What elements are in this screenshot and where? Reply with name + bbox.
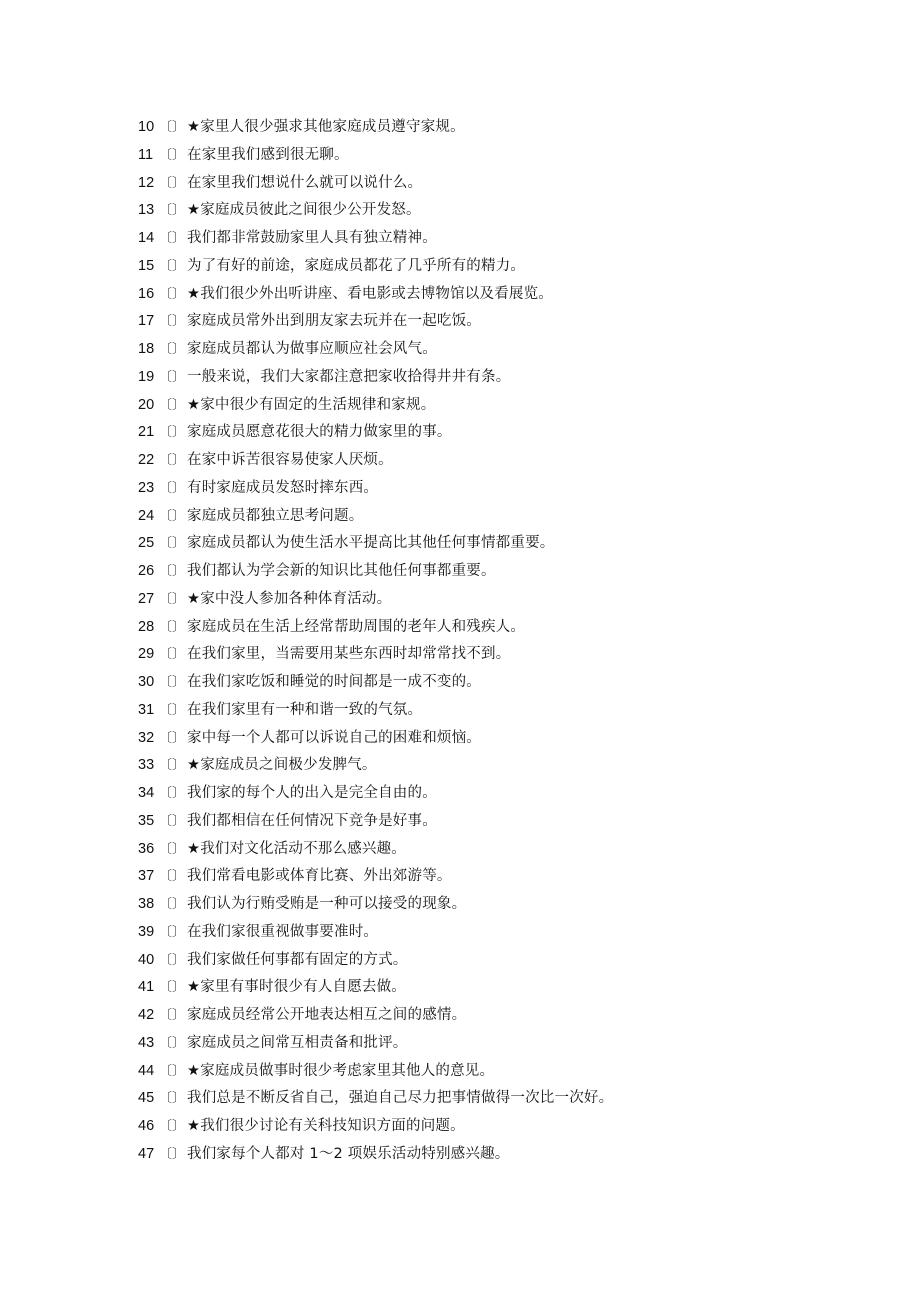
answer-bracket[interactable]: 〔〕 [159, 203, 186, 219]
question-item [138, 780, 858, 808]
question-text: 家庭成员愿意花很大的精力做家里的事。 [187, 424, 452, 441]
question-text: 家庭成员都认为使生活水平提高比其他任何事情都重要。 [187, 535, 555, 552]
answer-bracket[interactable]: 〔〕 [159, 730, 186, 746]
answer-bracket[interactable]: 〔〕 [159, 397, 186, 413]
question-text: 在家里我们感到很无聊。 [187, 146, 349, 163]
answer-bracket[interactable]: 〔〕 [159, 536, 186, 552]
answer-bracket[interactable]: 〔〕 [159, 980, 186, 996]
question-text: 家庭成员经常公开地表达相互之间的感情。 [187, 1007, 467, 1023]
question-item [138, 253, 858, 281]
answer-bracket[interactable]: 〔〕 [159, 813, 186, 829]
question-number: 16 [138, 285, 155, 302]
question-number: 37 [138, 868, 155, 885]
question-number: 27 [138, 590, 155, 607]
question-text: 在我们家很重视做事要准时。 [187, 923, 379, 940]
question-number: 44 [138, 1062, 155, 1079]
question-text: 我们家每个人都对 1～2 项娱乐活动特别感兴趣。 [187, 1145, 510, 1162]
answer-bracket[interactable]: 〔〕 [159, 786, 186, 801]
question-text: ★我们很少外出听讲座、看电影或去博物馆以及看展览。 [187, 285, 553, 302]
answer-bracket[interactable]: 〔〕 [159, 1146, 186, 1162]
question-number: 13 [138, 202, 155, 219]
question-item [138, 419, 858, 447]
question-item [138, 863, 858, 891]
question-item [138, 836, 858, 864]
question-number: 14 [138, 230, 155, 246]
question-text: ★家里人很少强求其他家庭成员遵守家规。 [187, 119, 465, 135]
question-number: 34 [138, 785, 155, 801]
question-text: 在家中诉苦很容易使家人厌烦。 [187, 452, 393, 468]
answer-bracket[interactable]: 〔〕 [159, 647, 186, 663]
question-number: 33 [138, 757, 155, 774]
question-text: 我们都认为学会新的知识比其他任何事都重要。 [187, 563, 496, 579]
answer-bracket[interactable]: 〔〕 [159, 675, 186, 690]
question-item [138, 586, 858, 614]
answer-bracket[interactable]: 〔〕 [159, 453, 186, 468]
question-text: 我们认为行贿受贿是一种可以接受的现象。 [187, 896, 467, 912]
question-item [138, 308, 858, 336]
question-item [138, 142, 858, 170]
question-number: 18 [138, 341, 155, 357]
question-item [138, 364, 858, 392]
question-item [138, 1002, 858, 1030]
question-number: 36 [138, 840, 155, 857]
answer-bracket[interactable]: 〔〕 [159, 897, 186, 912]
question-text: 在家里我们想说什么就可以说什么。 [187, 174, 423, 191]
answer-bracket[interactable]: 〔〕 [159, 1091, 186, 1107]
question-number: 15 [138, 257, 155, 274]
question-number: 12 [138, 174, 155, 191]
question-number: 31 [138, 701, 155, 718]
question-text: 我们家的每个人的出入是完全自由的。 [187, 785, 437, 801]
question-text: 我们都非常鼓励家里人具有独立精神。 [187, 230, 437, 246]
question-number: 47 [138, 1145, 155, 1162]
question-item [138, 170, 858, 198]
question-text: 在我们家里有一种和谐一致的气氛。 [187, 701, 423, 718]
question-text: 我们总是不断反省自己，强迫自己尽力把事情做得一次比一次好。 [187, 1090, 614, 1107]
question-item [138, 614, 858, 642]
questionnaire-list [138, 114, 858, 1169]
answer-bracket[interactable]: 〔〕 [159, 758, 186, 774]
question-number: 38 [138, 896, 155, 912]
question-text: 有时家庭成员发怒时摔东西。 [187, 479, 379, 496]
answer-bracket[interactable]: 〔〕 [159, 564, 186, 579]
question-text: 我们都相信在任何情况下竞争是好事。 [187, 812, 437, 829]
question-text: 为了有好的前途，家庭成员都花了几乎所有的精力。 [187, 257, 526, 274]
question-number: 45 [138, 1090, 155, 1107]
question-item [138, 697, 858, 725]
answer-bracket[interactable]: 〔〕 [159, 120, 186, 135]
question-number: 21 [138, 424, 155, 441]
question-item [138, 752, 858, 780]
question-item [138, 475, 858, 503]
question-text: ★家中很少有固定的生活规律和家规。 [187, 396, 436, 413]
answer-bracket[interactable]: 〔〕 [159, 175, 186, 191]
answer-bracket[interactable]: 〔〕 [159, 147, 186, 163]
question-number: 24 [138, 507, 155, 524]
question-number: 28 [138, 618, 155, 635]
question-text: ★家庭成员做事时很少考虑家里其他人的意见。 [187, 1062, 495, 1079]
question-number: 17 [138, 313, 155, 330]
question-number: 22 [138, 452, 155, 468]
answer-bracket[interactable]: 〔〕 [159, 480, 186, 496]
answer-bracket[interactable]: 〔〕 [159, 619, 186, 635]
question-item [138, 1113, 858, 1141]
question-item [138, 947, 858, 975]
question-number: 42 [138, 1007, 155, 1023]
answer-bracket[interactable]: 〔〕 [159, 702, 186, 718]
question-number: 23 [138, 479, 155, 496]
question-item [138, 503, 858, 531]
question-number: 35 [138, 812, 155, 829]
answer-bracket[interactable]: 〔〕 [159, 591, 186, 607]
question-item [138, 447, 858, 475]
answer-bracket[interactable]: 〔〕 [159, 231, 186, 246]
question-text: 家庭成员都独立思考问题。 [187, 507, 364, 524]
answer-bracket[interactable]: 〔〕 [159, 369, 186, 385]
answer-bracket[interactable]: 〔〕 [159, 258, 186, 274]
question-text: 家庭成员常外出到朋友家去玩并在一起吃饭。 [187, 313, 481, 330]
question-item [138, 281, 858, 309]
answer-bracket[interactable]: 〔〕 [159, 1008, 186, 1023]
question-item [138, 1141, 858, 1169]
question-text: 一般来说，我们大家都注意把家收拾得井井有条。 [187, 368, 511, 385]
question-item [138, 725, 858, 753]
question-text: 家庭成员在生活上经常帮助周围的老年人和残疾人。 [187, 618, 526, 635]
question-item [138, 392, 858, 420]
question-item [138, 114, 858, 142]
answer-bracket[interactable]: 〔〕 [159, 508, 186, 524]
question-item [138, 225, 858, 253]
answer-bracket[interactable]: 〔〕 [159, 425, 186, 441]
question-item [138, 919, 858, 947]
question-item [138, 808, 858, 836]
question-number: 39 [138, 923, 155, 940]
answer-bracket[interactable]: 〔〕 [159, 1119, 186, 1134]
question-item [138, 1085, 858, 1113]
question-text: ★家里有事时很少有人自愿去做。 [187, 979, 406, 996]
question-text: 在我们家里，当需要用某些东西时却常常找不到。 [187, 646, 511, 663]
question-text: 家庭成员之间常互相责备和批评。 [187, 1034, 408, 1051]
answer-bracket[interactable]: 〔〕 [159, 314, 186, 330]
question-item [138, 1058, 858, 1086]
question-text: ★我们很少讨论有关科技知识方面的问题。 [187, 1118, 465, 1134]
question-number: 19 [138, 368, 155, 385]
question-number: 29 [138, 646, 155, 663]
answer-bracket[interactable]: 〔〕 [159, 286, 186, 302]
question-text: 我们常看电影或体育比赛、外出郊游等。 [187, 868, 452, 885]
question-item [138, 558, 858, 586]
question-item [138, 1030, 858, 1058]
question-number: 10 [138, 119, 155, 135]
question-item [138, 197, 858, 225]
question-number: 26 [138, 563, 155, 579]
question-number: 46 [138, 1118, 155, 1134]
question-number: 41 [138, 979, 155, 996]
question-text: 在我们家吃饭和睡觉的时间都是一成不变的。 [187, 674, 481, 690]
question-number: 20 [138, 396, 155, 413]
question-text: ★我们对文化活动不那么感兴趣。 [187, 840, 406, 857]
question-text: 家中每一个人都可以诉说自己的困难和烦恼。 [187, 729, 481, 746]
answer-bracket[interactable]: 〔〕 [159, 342, 186, 357]
question-text: 我们家做任何事都有固定的方式。 [187, 951, 408, 968]
question-text: ★家庭成员之间极少发脾气。 [187, 757, 377, 774]
question-number: 25 [138, 535, 155, 552]
question-text: ★家中没人参加各种体育活动。 [187, 590, 392, 607]
answer-bracket[interactable]: 〔〕 [159, 952, 186, 968]
question-item [138, 336, 858, 364]
answer-bracket[interactable]: 〔〕 [159, 1035, 186, 1051]
question-item [138, 891, 858, 919]
question-number: 30 [138, 674, 155, 690]
question-number: 40 [138, 951, 155, 968]
answer-bracket[interactable]: 〔〕 [159, 1063, 186, 1079]
question-item [138, 641, 858, 669]
answer-bracket[interactable]: 〔〕 [159, 841, 186, 857]
answer-bracket[interactable]: 〔〕 [159, 924, 186, 940]
answer-bracket[interactable]: 〔〕 [159, 869, 186, 885]
question-text: 家庭成员都认为做事应顺应社会风气。 [187, 341, 437, 357]
question-item [138, 974, 858, 1002]
question-item [138, 669, 858, 697]
question-text: ★家庭成员彼此之间很少公开发怒。 [187, 202, 421, 219]
question-number: 11 [138, 146, 154, 163]
question-number: 32 [138, 729, 155, 746]
question-number: 43 [138, 1034, 155, 1051]
question-item [138, 530, 858, 558]
